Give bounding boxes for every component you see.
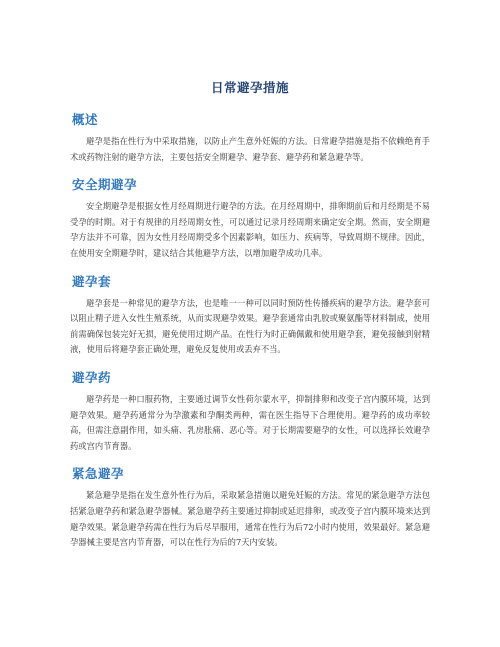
- section-safe-period: [70, 175, 430, 261]
- section-emergency: [70, 464, 430, 550]
- section-heading: 避孕药: [72, 369, 112, 385]
- section-paragraph: 避孕套是一种常见的避孕方法，也是唯一一种可以同时预防性传播疾病的避孕方法。避孕套可以阻止精子进入女性生殖系统，从而实现避孕效果。避孕套通常由乳胶或聚氨酯等材料制成，使用前需确保包装完好无损，避免使用过期产品。在性行为时正确佩戴和使用避孕套，避免接触到射精液，使用后将避孕套正确处理，避免反复使用或丢弃不当。: [70, 297, 430, 355]
- section-paragraph: 紧急避孕是指在发生意外性行为后，采取紧急措施以避免妊娠的方法。常见的紧急避孕方法包括紧急避孕药和紧急避孕器械。紧急避孕药主要通过抑制或延迟排卵，或改变子宫内膜环境来达到避孕效果。紧急避孕药需在性行为后尽早服用，通常在性行为后72小时内使用，效果最好。紧急避孕器械主要是宫内节育器，可以在性行为后的7天内安装。: [70, 490, 430, 548]
- section-paragraph: 安全期避孕是根据女性月经周期进行避孕的方法。在月经周期中，排卵期前后和月经期是不易受孕的时期。对于有规律的月经周期女性，可以通过记录月经周期来确定安全期。然而，安全期避孕方法并不可靠，因为女性月经周期受多个因素影响，如压力、疾病等，导致周期不规律。因此，在使用安全期避孕时，建议结合其他避孕方法，以增加避孕成功几率。: [70, 201, 430, 258]
- section-condom: [70, 272, 430, 358]
- section-heading: 避孕套: [72, 273, 112, 289]
- section-heading: 紧急避孕: [72, 466, 125, 482]
- section-paragraph: 避孕是指在性行为中采取措施，以防止产生意外妊娠的方法。日常避孕措施是指不依赖绝育手术或药物注射的避孕方法，主要包括安全期避孕、避孕套、避孕药和紧急避孕等。: [70, 136, 430, 162]
- section-pill: [70, 368, 430, 454]
- section-heading: 概述: [72, 112, 99, 127]
- section-overview: [70, 110, 430, 165]
- section-heading: 安全期避孕: [72, 177, 138, 193]
- document-title: 日常避孕措施: [210, 80, 289, 95]
- section-paragraph: 避孕药是一种口服药物，主要通过调节女性荷尔蒙水平，抑制排卵和改变子宫内膜环境，达到避孕效果。避孕药通常分为孕激素和孕酮类两种，需在医生指导下合理使用。避孕药的成功率较高，但需注意副作用，如头痛、乳房胀痛、恶心等。对于长期需要避孕的女性，可以选择长效避孕药或宫内节育器。: [70, 393, 430, 451]
